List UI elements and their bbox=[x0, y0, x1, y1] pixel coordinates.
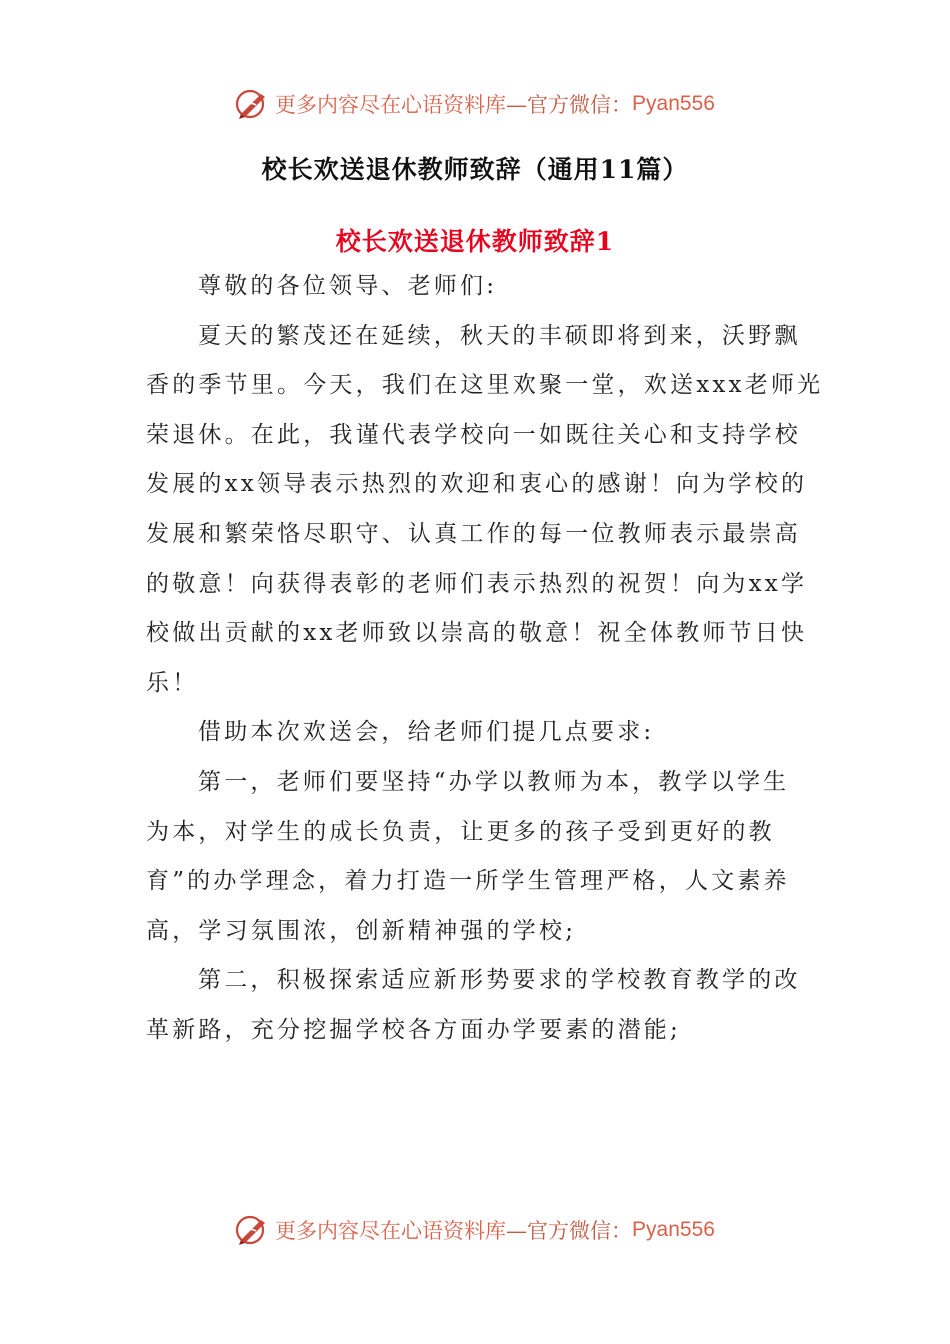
text-line: 革新路，充分挖掘学校各方面办学要素的潜能; bbox=[146, 1016, 681, 1043]
text-line: 乐！ bbox=[146, 669, 199, 696]
banner-slogan: 更多内容尽在心语资料库 bbox=[275, 1219, 507, 1243]
text-line: 的敬意！向获得表彰的老师们表示热烈的祝贺！向为xx学 bbox=[146, 570, 808, 597]
text-line: 第二，积极探索适应新形势要求的学校教育教学的改 bbox=[198, 967, 801, 994]
banner-wechat-id: Pyan556 bbox=[632, 1218, 715, 1241]
section-title: 校长欢送退休教师致辞1 bbox=[335, 227, 615, 256]
text-line: 育”的办学理念，着力打造一所学生管理严格，人文素养 bbox=[146, 868, 790, 895]
paragraph-requirement-2 bbox=[146, 956, 806, 1055]
banner-wechat-label: —官方微信： bbox=[506, 1219, 633, 1243]
text-line: 夏天的繁茂还在延续，秋天的丰硕即将到来，沃野飘 bbox=[198, 322, 801, 349]
document-title: 校长欢送退休教师致辞（通用11篇） bbox=[261, 155, 689, 184]
text-line: 发展的xx领导表示热烈的欢迎和衷心的感谢！向为学校的 bbox=[146, 471, 808, 498]
text-line: 校做出贡献的xx老师致以崇高的敬意！祝全体教师节日快 bbox=[146, 620, 808, 647]
text-line: 发展和繁荣恪尽职守、认真工作的每一位教师表示最崇高 bbox=[146, 520, 801, 547]
paragraph-requirements-intro bbox=[146, 708, 806, 758]
text-line: 荣退休。在此，我谨代表学校向一如既往关心和支持学校 bbox=[146, 421, 801, 448]
text-line: 借助本次欢送会，给老师们提几点要求: bbox=[198, 719, 655, 746]
pen-logo-icon bbox=[235, 87, 269, 121]
text-line: 尊敬的各位领导、老师们: bbox=[198, 273, 498, 299]
paragraph-salutation bbox=[146, 262, 806, 312]
banner-wechat-id: Pyan556 bbox=[632, 92, 715, 115]
banner-slogan: 更多内容尽在心语资料库 bbox=[275, 93, 507, 117]
header-banner bbox=[0, 82, 950, 126]
paragraph-opening bbox=[146, 312, 824, 709]
text-line: 香的季节里。今天，我们在这里欢聚一堂，欢送xxx老师光 bbox=[146, 372, 824, 399]
text-line: 第一，老师们要坚持“办学以教师为本，教学以学生 bbox=[198, 768, 790, 795]
text-line: 高，学习氛围浓，创新精神强的学校; bbox=[146, 917, 577, 944]
banner-wechat-label: —官方微信： bbox=[506, 93, 633, 117]
text-line: 为本，对学生的成长负责，让更多的孩子受到更好的教 bbox=[146, 818, 775, 845]
footer-banner bbox=[0, 1208, 950, 1252]
paragraph-requirement-1 bbox=[146, 758, 806, 956]
document-body bbox=[146, 262, 824, 1056]
pen-logo-icon bbox=[235, 1213, 269, 1247]
